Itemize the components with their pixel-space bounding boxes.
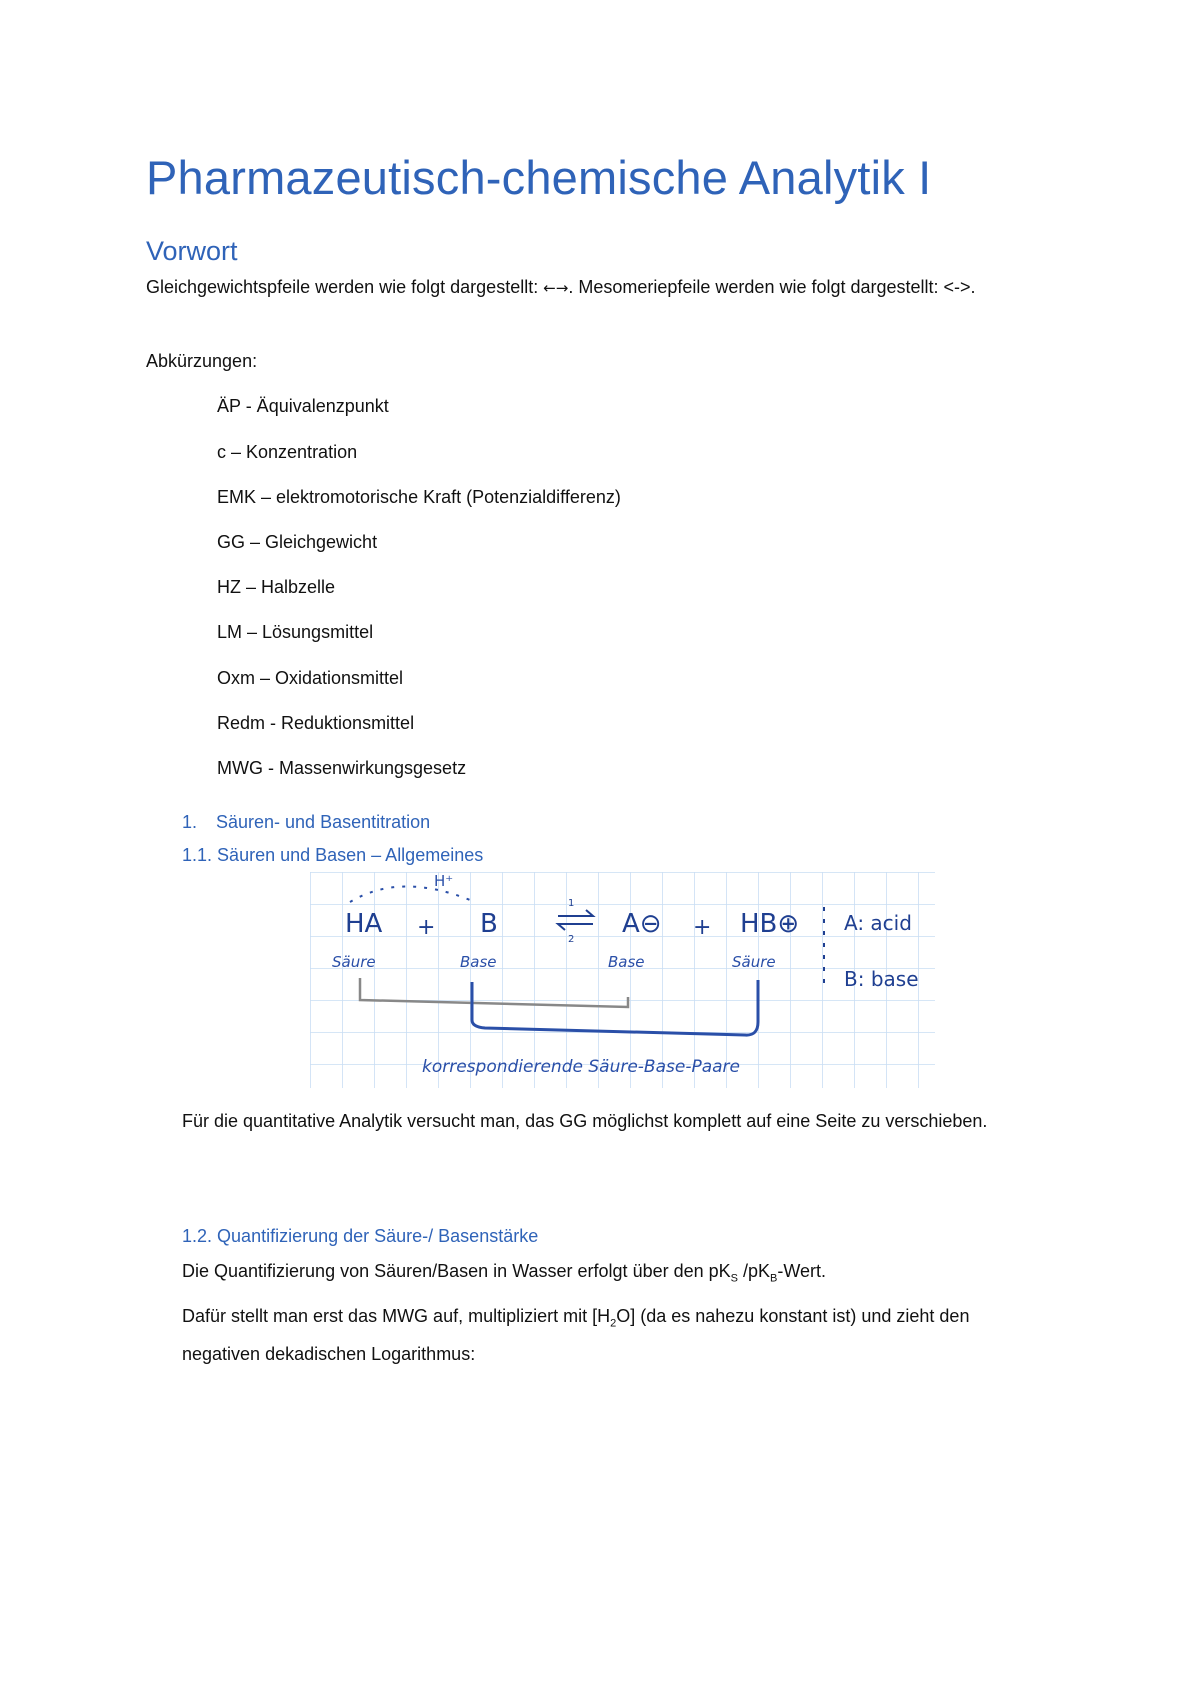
section-title: Säuren- und Basentitration: [216, 812, 431, 832]
abbreviation-item: EMK – elektromotorische Kraft (Potenzialdifferenz): [217, 487, 621, 507]
section-number: 1.: [182, 812, 198, 832]
label-base-1: Base: [460, 953, 497, 971]
paragraph-arrows: [146, 272, 986, 303]
label-saeure-2: Säure: [732, 953, 776, 971]
abbreviation-item: ÄP - Äquivalenzpunkt: [217, 396, 389, 416]
abbreviations-label: Abkürzungen:: [146, 351, 258, 371]
abbreviation-item: GG – Gleichgewicht: [217, 532, 378, 552]
section-heading-1-1: [182, 845, 483, 866]
abbreviation-item: LM – Lösungsmittel: [217, 622, 374, 642]
pkb-subscript: B: [770, 1272, 778, 1285]
acid-base-sketch: [310, 872, 935, 1088]
mwg-text-a: Dafür stellt man erst das MWG auf, multipliziert mit [H: [182, 1306, 611, 1326]
arrow-label-1: 1: [568, 898, 575, 909]
legend-base: B: base: [844, 967, 919, 991]
arrows-text-a: Gleichgewichtspfeile werden wie folgt dargestellt:: [146, 277, 544, 297]
heading-vorwort: Vorwort: [146, 236, 238, 266]
pks-text-b: /pK: [737, 1261, 771, 1281]
section-title: Quantifizierung der Säure-/ Basenstärke: [217, 1226, 539, 1246]
mwg-text-b: O] (da es nahezu konstant ist) und zieht den negativen dekadischen Logarithmus:: [182, 1306, 970, 1364]
paragraph-pks: [182, 1256, 1042, 1294]
page-title: Pharmazeutisch-chemische Analytik I: [146, 151, 932, 204]
plus-sign: +: [417, 915, 436, 940]
abbreviation-item: c – Konzentration: [217, 442, 358, 462]
hb-plus-formula: HB⊕: [740, 909, 800, 939]
abbreviation-item: MWG - Massenwirkungsgesetz: [217, 758, 467, 778]
plus-sign: +: [693, 915, 712, 940]
abbreviation-item: Oxm – Oxidationsmittel: [217, 668, 404, 688]
arrows-text-b: . Mesomeriepfeile werden wie folgt dargestellt: <->.: [568, 277, 976, 297]
label-base-2: Base: [608, 953, 645, 971]
abbreviation-item: Redm - Reduktionsmittel: [217, 713, 415, 733]
pks-subscript: S: [730, 1272, 738, 1285]
section-heading-1: [182, 812, 430, 833]
pks-text-c: -Wert.: [777, 1261, 827, 1281]
ha-formula: HA: [345, 909, 383, 939]
b-formula: B: [480, 909, 498, 939]
grid-paper: [310, 872, 935, 1088]
abbreviation-item: HZ – Halbzelle: [217, 577, 336, 597]
bracket-caption: korrespondierende Säure-Base-Paare: [422, 1057, 740, 1077]
label-saeure-1: Säure: [332, 953, 376, 971]
arrow-label-2: 2: [568, 934, 575, 945]
paragraph-mwg: [182, 1301, 1042, 1369]
mwg-subscript: 2: [610, 1317, 617, 1330]
equilibrium-arrows: ←→: [543, 279, 569, 297]
a-minus-formula: A⊖: [622, 909, 662, 939]
legend-acid: A: acid: [844, 911, 912, 935]
hplus-label: H⁺: [434, 872, 454, 890]
pks-text-a: Die Quantifizierung von Säuren/Basen in Wasser erfolgt über den pK: [182, 1261, 731, 1281]
section-heading-1-2: [182, 1226, 538, 1247]
section-title: Säuren und Basen – Allgemeines: [217, 845, 484, 865]
section-number: 1.2.: [182, 1226, 213, 1246]
paragraph-quantitative: Für die quantitative Analytik versucht man, das GG möglichst komplett auf eine Seite zu verschieben.: [182, 1111, 988, 1131]
section-number: 1.1.: [182, 845, 213, 865]
